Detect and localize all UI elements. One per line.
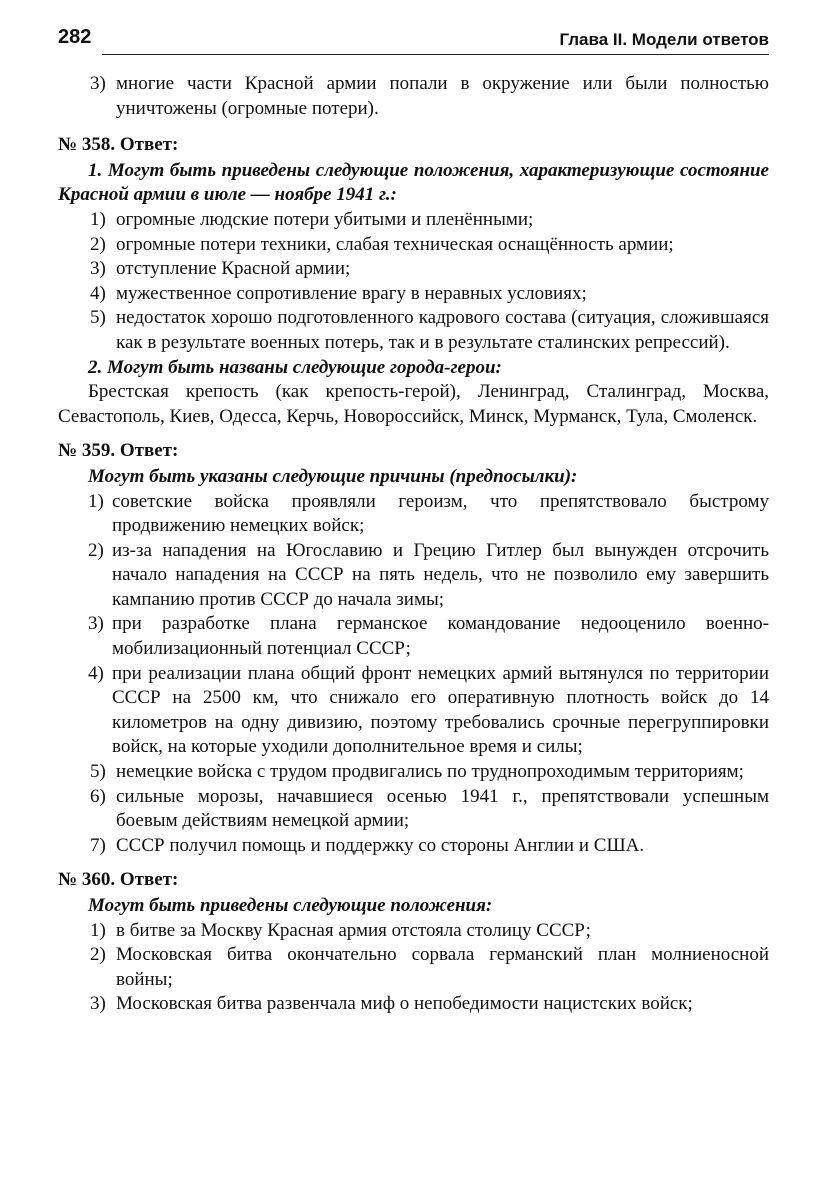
item-text: мужественное сопротивление врагу в неравных условиях; xyxy=(116,282,587,304)
item-number: 5) xyxy=(90,307,106,329)
item-number: 3) xyxy=(90,258,106,280)
item-number: 1) xyxy=(90,208,106,230)
item-text: немецкие войска с трудом продвигались по труднопроходимым территориям; xyxy=(116,761,744,783)
answer-358-part2-text: Брестская крепость (как крепость-герой), Ленинград, Сталинград, Москва, Севастополь, Киев, Одесса, Керчь, Новороссийск, Минск, Мурманск, Тула, Смоленск. xyxy=(58,381,769,427)
list-item xyxy=(58,257,769,282)
answer-360-heading: № 360. Ответ: xyxy=(58,869,179,891)
item-number: 1) xyxy=(90,919,106,941)
page-body xyxy=(58,72,769,1017)
item-text: советские войска проявляли героизм, что препятствовало быстрому продвижению немецких войск; xyxy=(112,490,769,537)
item-text: при реализации плана общий фронт немецких армий вытянулся по территории СССР на 2500 км, что снижало его оперативную плотность войск до 14 километров на одну дивизию, поэтому требовались срочные перегруппировки войск, на которые уходили дополнительное время и силы; xyxy=(112,662,769,758)
item-text: недостаток хорошо подготовленного кадрового состава (ситуация, сложившаяся как в результате военных потерь, так и в результате сталинских репрессий). xyxy=(116,307,769,353)
item-number: 7) xyxy=(90,834,106,856)
list-item xyxy=(58,992,769,1017)
list-item xyxy=(58,943,769,992)
list-item xyxy=(58,760,769,785)
list-item xyxy=(58,490,769,539)
list-item xyxy=(58,233,769,258)
list-item xyxy=(58,539,769,613)
item-text: сильные морозы, начавшиеся осенью 1941 г., препятствовали успешным боевым действиям немецкой армии; xyxy=(116,785,769,832)
item-number: 3) xyxy=(88,613,104,635)
answer-358-heading: № 358. Ответ: xyxy=(58,134,179,156)
running-title: Глава II. Модели ответов xyxy=(559,30,769,49)
answer-360-subheading: Могут быть приведены следующие положения: xyxy=(88,895,493,916)
page-header xyxy=(58,26,769,56)
item-number: 1) xyxy=(88,490,104,512)
item-number: 3) xyxy=(90,993,106,1015)
item-number: 3) xyxy=(90,73,106,94)
item-number: 4) xyxy=(90,282,106,304)
item-number: 5) xyxy=(90,761,106,783)
answer-359-subheading: Могут быть указаны следующие причины (предпосылки): xyxy=(88,465,578,487)
item-text: из-за нападения на Югославию и Грецию Гитлер был вынужден отсрочить начало нападения на СССР на пять недель, что не позволило ему завершить кампанию против СССР до начала зимы; xyxy=(112,539,769,610)
item-text: Московская битва развенчала миф о непобедимости нацистских войск; xyxy=(116,993,693,1015)
answer-358-part2-heading: 2. Могут быть названы следующие города-герои: xyxy=(88,356,502,378)
item-number: 2) xyxy=(90,944,106,966)
answer-358-part1-heading: 1. Могут быть приведены следующие положения, характеризующие состояние Красной армии в июле — ноябре 1941 г.: xyxy=(58,159,769,206)
list-item xyxy=(58,306,769,355)
page-number: 282 xyxy=(58,26,92,48)
list-item xyxy=(58,662,769,760)
item-number: 4) xyxy=(88,662,104,684)
item-number: 6) xyxy=(90,785,106,807)
list-item xyxy=(58,834,769,859)
list-item xyxy=(58,282,769,307)
list-item xyxy=(58,785,769,834)
item-text: СССР получил помощь и поддержку со стороны Англии и США. xyxy=(116,834,645,856)
item-text: многие части Красной армии попали в окружение или были полностью уничтожены (огромные потери). xyxy=(116,73,769,119)
item-number: 2) xyxy=(88,539,104,561)
item-number: 2) xyxy=(90,233,106,255)
item-text: огромные потери техники, слабая техническая оснащённость армии; xyxy=(116,233,674,255)
list-item xyxy=(58,72,769,121)
item-text: Московская битва окончательно сорвала германский план молниеносной войны; xyxy=(116,944,769,990)
item-text: отступление Красной армии; xyxy=(116,258,351,280)
list-item xyxy=(58,208,769,233)
answer-359-heading: № 359. Ответ: xyxy=(58,440,179,462)
item-text: в битве за Москву Красная армия отстояла столицу СССР; xyxy=(116,919,591,941)
list-item xyxy=(58,612,769,661)
item-text: огромные людские потери убитыми и пленёнными; xyxy=(116,208,534,230)
list-item xyxy=(58,919,769,944)
item-text: при разработке плана германское командование недооценило военно-мобилизационный потенциал СССР; xyxy=(112,613,769,660)
header-rule xyxy=(102,54,769,55)
